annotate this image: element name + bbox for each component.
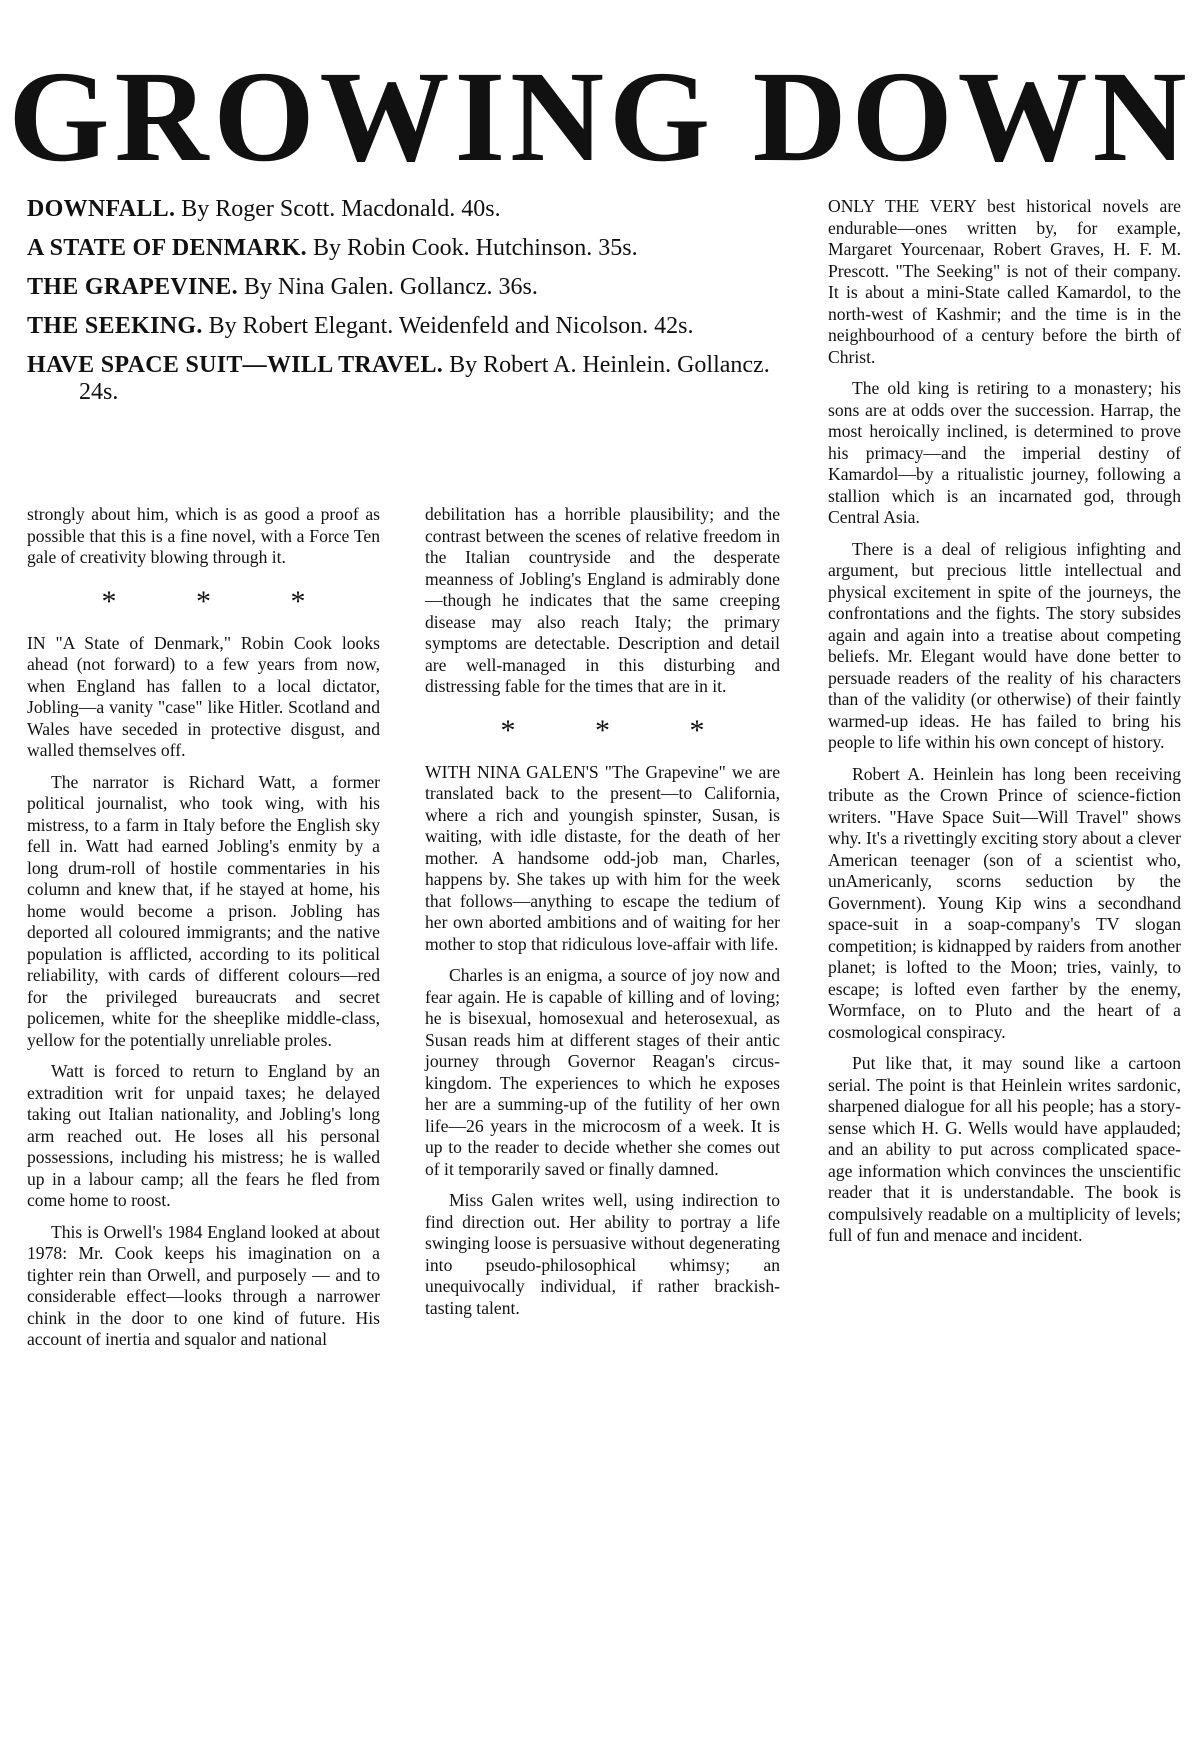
paragraph: ONLY THE VERY best historical novels are endurable—ones written by, for example, Margaret Yourcenaar, Robert Graves, H. F. M. Prescott. "The Seeking" is not of their company. It is about a mini-State called Kamardol, to the north-west of Kashmir; and the time is in the neighbourhood of a century before the birth of Christ. bbox=[828, 196, 1181, 367]
book-entry-grapevine bbox=[27, 274, 797, 301]
paragraph: debilitation has a horrible plausibility; and the contrast between the scenes of relative freedom in the Italian countryside and the desperate meanness of Jobling's England is admirably done—though he indicates that the same creeping disease may also reach Italy; the primary symptoms are detectable. Description and detail are well-managed in this disturbing and distressing fable for the times that are in it. bbox=[425, 504, 780, 696]
column-3 bbox=[828, 196, 1181, 1257]
book-details: By Nina Galen. Gollancz. 36s. bbox=[243, 274, 538, 300]
paragraph: The old king is retiring to a monastery; his sons are at odds over the succession. Harrap, the most heroically inclined, is determined to prove his primacy—and the imperial destiny of Kamardol—by a ritualistic journey, following a stallion which is an incarnated god, through Central Asia. bbox=[828, 378, 1181, 527]
paragraph: Charles is an enigma, a source of joy now and fear again. He is capable of killing and of loving; he is bisexual, homosexual and heterosexual, as Susan reads him at different stages of their antic journey through Governor Reagan's circus-kingdom. The experiences to which he exposes her are a summing-up of the futility of her own life—26 years in the microcosm of a week. It is up to the reader to decide whether she comes out of it temporarily saved or finally damned. bbox=[425, 965, 780, 1179]
book-entry-space-suit bbox=[27, 352, 797, 406]
book-title: THE SEEKING. bbox=[27, 313, 203, 339]
headline: GROWING DOWN bbox=[8, 45, 1192, 189]
paragraph: IN "A State of Denmark," Robin Cook looks ahead (not forward) to a few years from now, when England has fallen to a local dictator, Jobling—a vanity "case" like Hitler. Scotland and Wales have seceded in protective disgust, and walled themselves off. bbox=[27, 632, 380, 760]
book-details: By Roger Scott. Macdonald. 40s. bbox=[181, 196, 501, 222]
book-entry-downfall bbox=[27, 196, 797, 223]
book-details: By Robin Cook. Hutchinson. 35s. bbox=[312, 235, 638, 261]
book-title: HAVE SPACE SUIT—WILL TRAVEL. bbox=[27, 352, 444, 378]
column-2 bbox=[425, 504, 780, 1329]
book-title: A STATE OF DENMARK. bbox=[27, 235, 307, 261]
paragraph: strongly about him, which is as good a proof as possible that this is a fine novel, with a Force Ten gale of creativity blowing through it. bbox=[27, 504, 380, 567]
book-details: By Robert A. Heinlein. Gollancz. 24s. bbox=[79, 352, 770, 405]
paragraph: Robert A. Heinlein has long been receiving tribute as the Crown Prince of science-fiction writers. "Have Space Suit—Will Travel" shows why. It's a rivettingly exciting story about a clever American teenager (son of a scientist who, unAmericanly, scorns seduction by the Government). Young Kip wins a secondhand space-suit in a soap-company's TV slogan competition; is kidnapped by raiders from another planet; is lofted to the Moon; tries, vainly, to escape; is lofted even farther by the enemy, Wormface, on to Pluto and the heart of a cosmological conspiracy. bbox=[828, 763, 1181, 1042]
book-entry-state-of-denmark bbox=[27, 235, 797, 262]
column-1 bbox=[27, 504, 380, 1361]
book-title: DOWNFALL. bbox=[27, 196, 176, 222]
paragraph: Watt is forced to return to England by an extradition writ for unpaid taxes; he delayed taking out Italian nationality, and Jobling's long arm reached out. He loses all his personal possessions, including his mistress; he is walled up in a labour camp; all the fears he fled from come home to roost. bbox=[27, 1061, 380, 1210]
section-separator: * * * bbox=[500, 713, 741, 747]
section-separator: * * * bbox=[101, 584, 342, 618]
paragraph: This is Orwell's 1984 England looked at about 1978: Mr. Cook keeps his imagination on a tighter rein than Orwell, and purposely — and to considerable effect—looks through a narrower chink in the door to one kind of future. His account of inertia and squalor and national bbox=[27, 1221, 380, 1349]
book-details: By Robert Elegant. Weidenfeld and Nicolson. 42s. bbox=[208, 313, 694, 339]
book-title: THE GRAPEVINE. bbox=[27, 274, 238, 300]
paragraph: There is a deal of religious infighting and argument, but precious little intellectual and physical excitement in spite of the journeys, the confrontations and the fights. The story subsides again and again into a treatise about competing beliefs. Mr. Elegant would have done better to persuade readers of the reality of his characters than of the validity (or otherwise) of their faintly warmed-up ideas. He has failed to bring his people to life within his own concept of history. bbox=[828, 538, 1181, 752]
book-list bbox=[27, 196, 797, 418]
paragraph: WITH NINA GALEN'S "The Grapevine" we are translated back to the present—to California, where a rich and youngish spinster, Susan, is waiting, with idle distaste, for the death of her mother. A handsome odd-job man, Charles, happens by. She takes up with him for the week that follows—anything to escape the tedium of her own aborted ambitions and of waiting for her mother to stop that ridiculous love-affair with life. bbox=[425, 761, 780, 954]
paragraph: Miss Galen writes well, using indirection to find direction out. Her ability to portray a life swinging loose is persuasive without degenerating into pseudo-philosophical whimsy; an unequivocally individual, if rather brackish-tasting talent. bbox=[425, 1190, 780, 1318]
paragraph: Put like that, it may sound like a cartoon serial. The point is that Heinlein writes sardonic, sharpened dialogue for all his people; has a story-sense which H. G. Wells would have applauded; and an ability to put across complicated space-age information which convinces the unscientific reader that it is understandable. The book is compulsively readable on a multiplicity of levels; full of fun and menace and incident. bbox=[828, 1053, 1181, 1245]
paragraph: The narrator is Richard Watt, a former political journalist, who took wing, with his mistress, to a farm in Italy before the English sky fell in. Watt had earned Jobling's enmity by a long drum-roll of hostile commentaries in his column and knew that, if he stayed at home, his home would become a prison. Jobling has deported all coloured immigrants; and the native population is afflicted, according to its political reliability, with cards of different colours—red for the privileged bureaucrats and secret policemen, white for the sheeplike middle-class, yellow for the potentially unreliable proles. bbox=[27, 771, 380, 1050]
book-entry-seeking bbox=[27, 313, 797, 340]
